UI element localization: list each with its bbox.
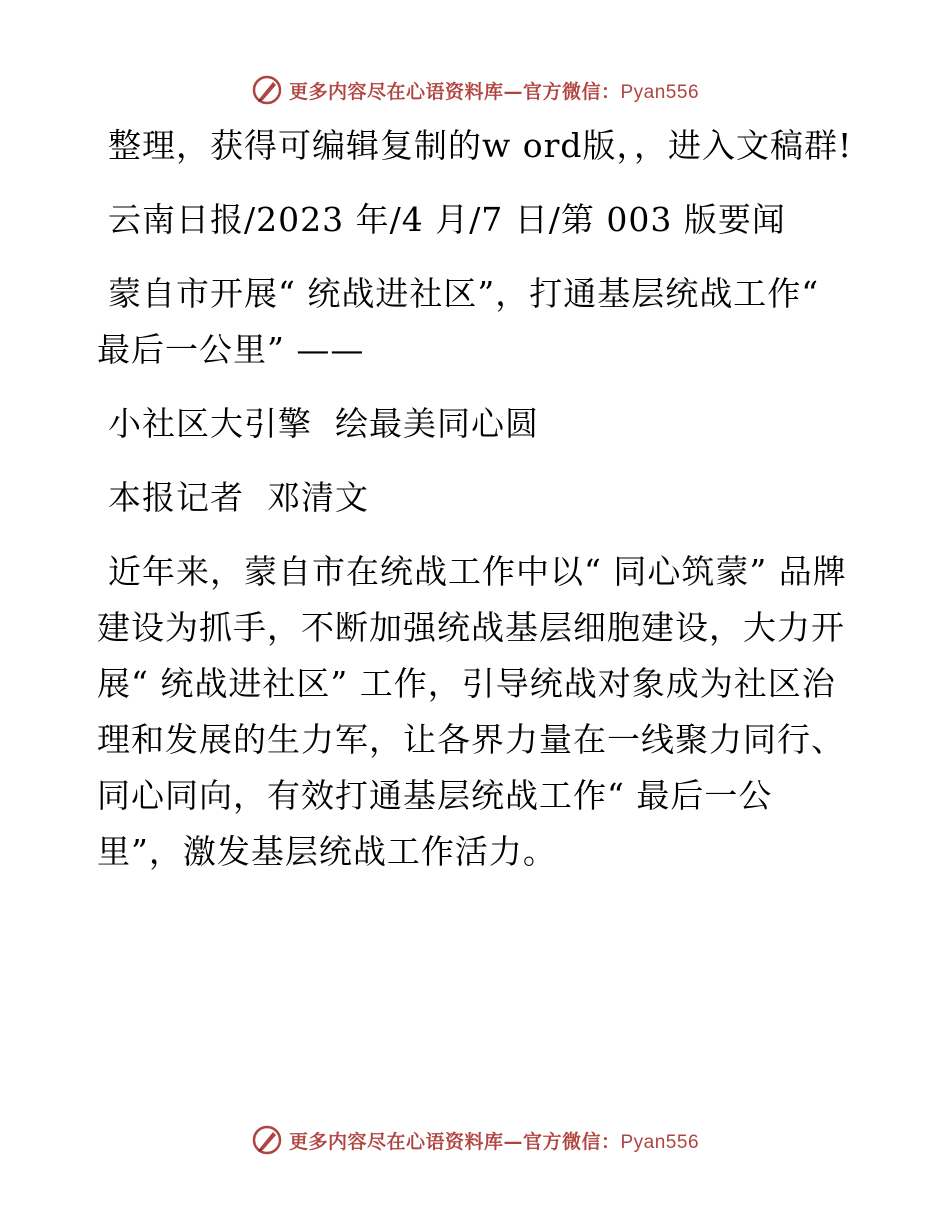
subheadline: 小社区大引擎 绘最美同心圆	[108, 404, 539, 443]
footer-watermark-text: 更多内容尽在心语资料库—官方微信：Pyan556	[288, 1130, 700, 1153]
footer-watermark-id: Pyan556	[620, 1131, 700, 1153]
quill-pen-logo-icon	[251, 1124, 283, 1156]
byline: 本报记者 邓清文	[108, 478, 369, 517]
source-line: 云南日报/2023 年/4 月/7 日/第 003 版要闻	[108, 200, 786, 239]
quill-pen-logo-icon	[251, 74, 283, 106]
document-body	[97, 118, 857, 898]
header-watermark-text: 更多内容尽在心语资料库—官方微信：Pyan556	[288, 80, 700, 103]
intro-paragraph: 整理，获得可编辑复制的w ord版，，进入文稿群!	[108, 126, 853, 165]
footer-watermark-banner	[0, 1120, 950, 1160]
body-paragraph: 近年来，蒙自市在统战工作中以“ 同心筑蒙” 品牌建设为抓手，不断加强统战基层细胞建设，大力开展“ 统战进社区” 工作，引导统战对象成为社区治理和发展的生力军，让各界力量在一线聚力同行、同心同向，有效打通基层统战工作“ 最后一公里”，激发基层统战工作活力。	[97, 552, 847, 871]
headline: 蒙自市开展“ 统战进社区”，打通基层统战工作“ 最后一公里” ——	[97, 274, 820, 369]
header-watermark-banner	[0, 70, 950, 110]
header-watermark-id: Pyan556	[620, 81, 700, 103]
